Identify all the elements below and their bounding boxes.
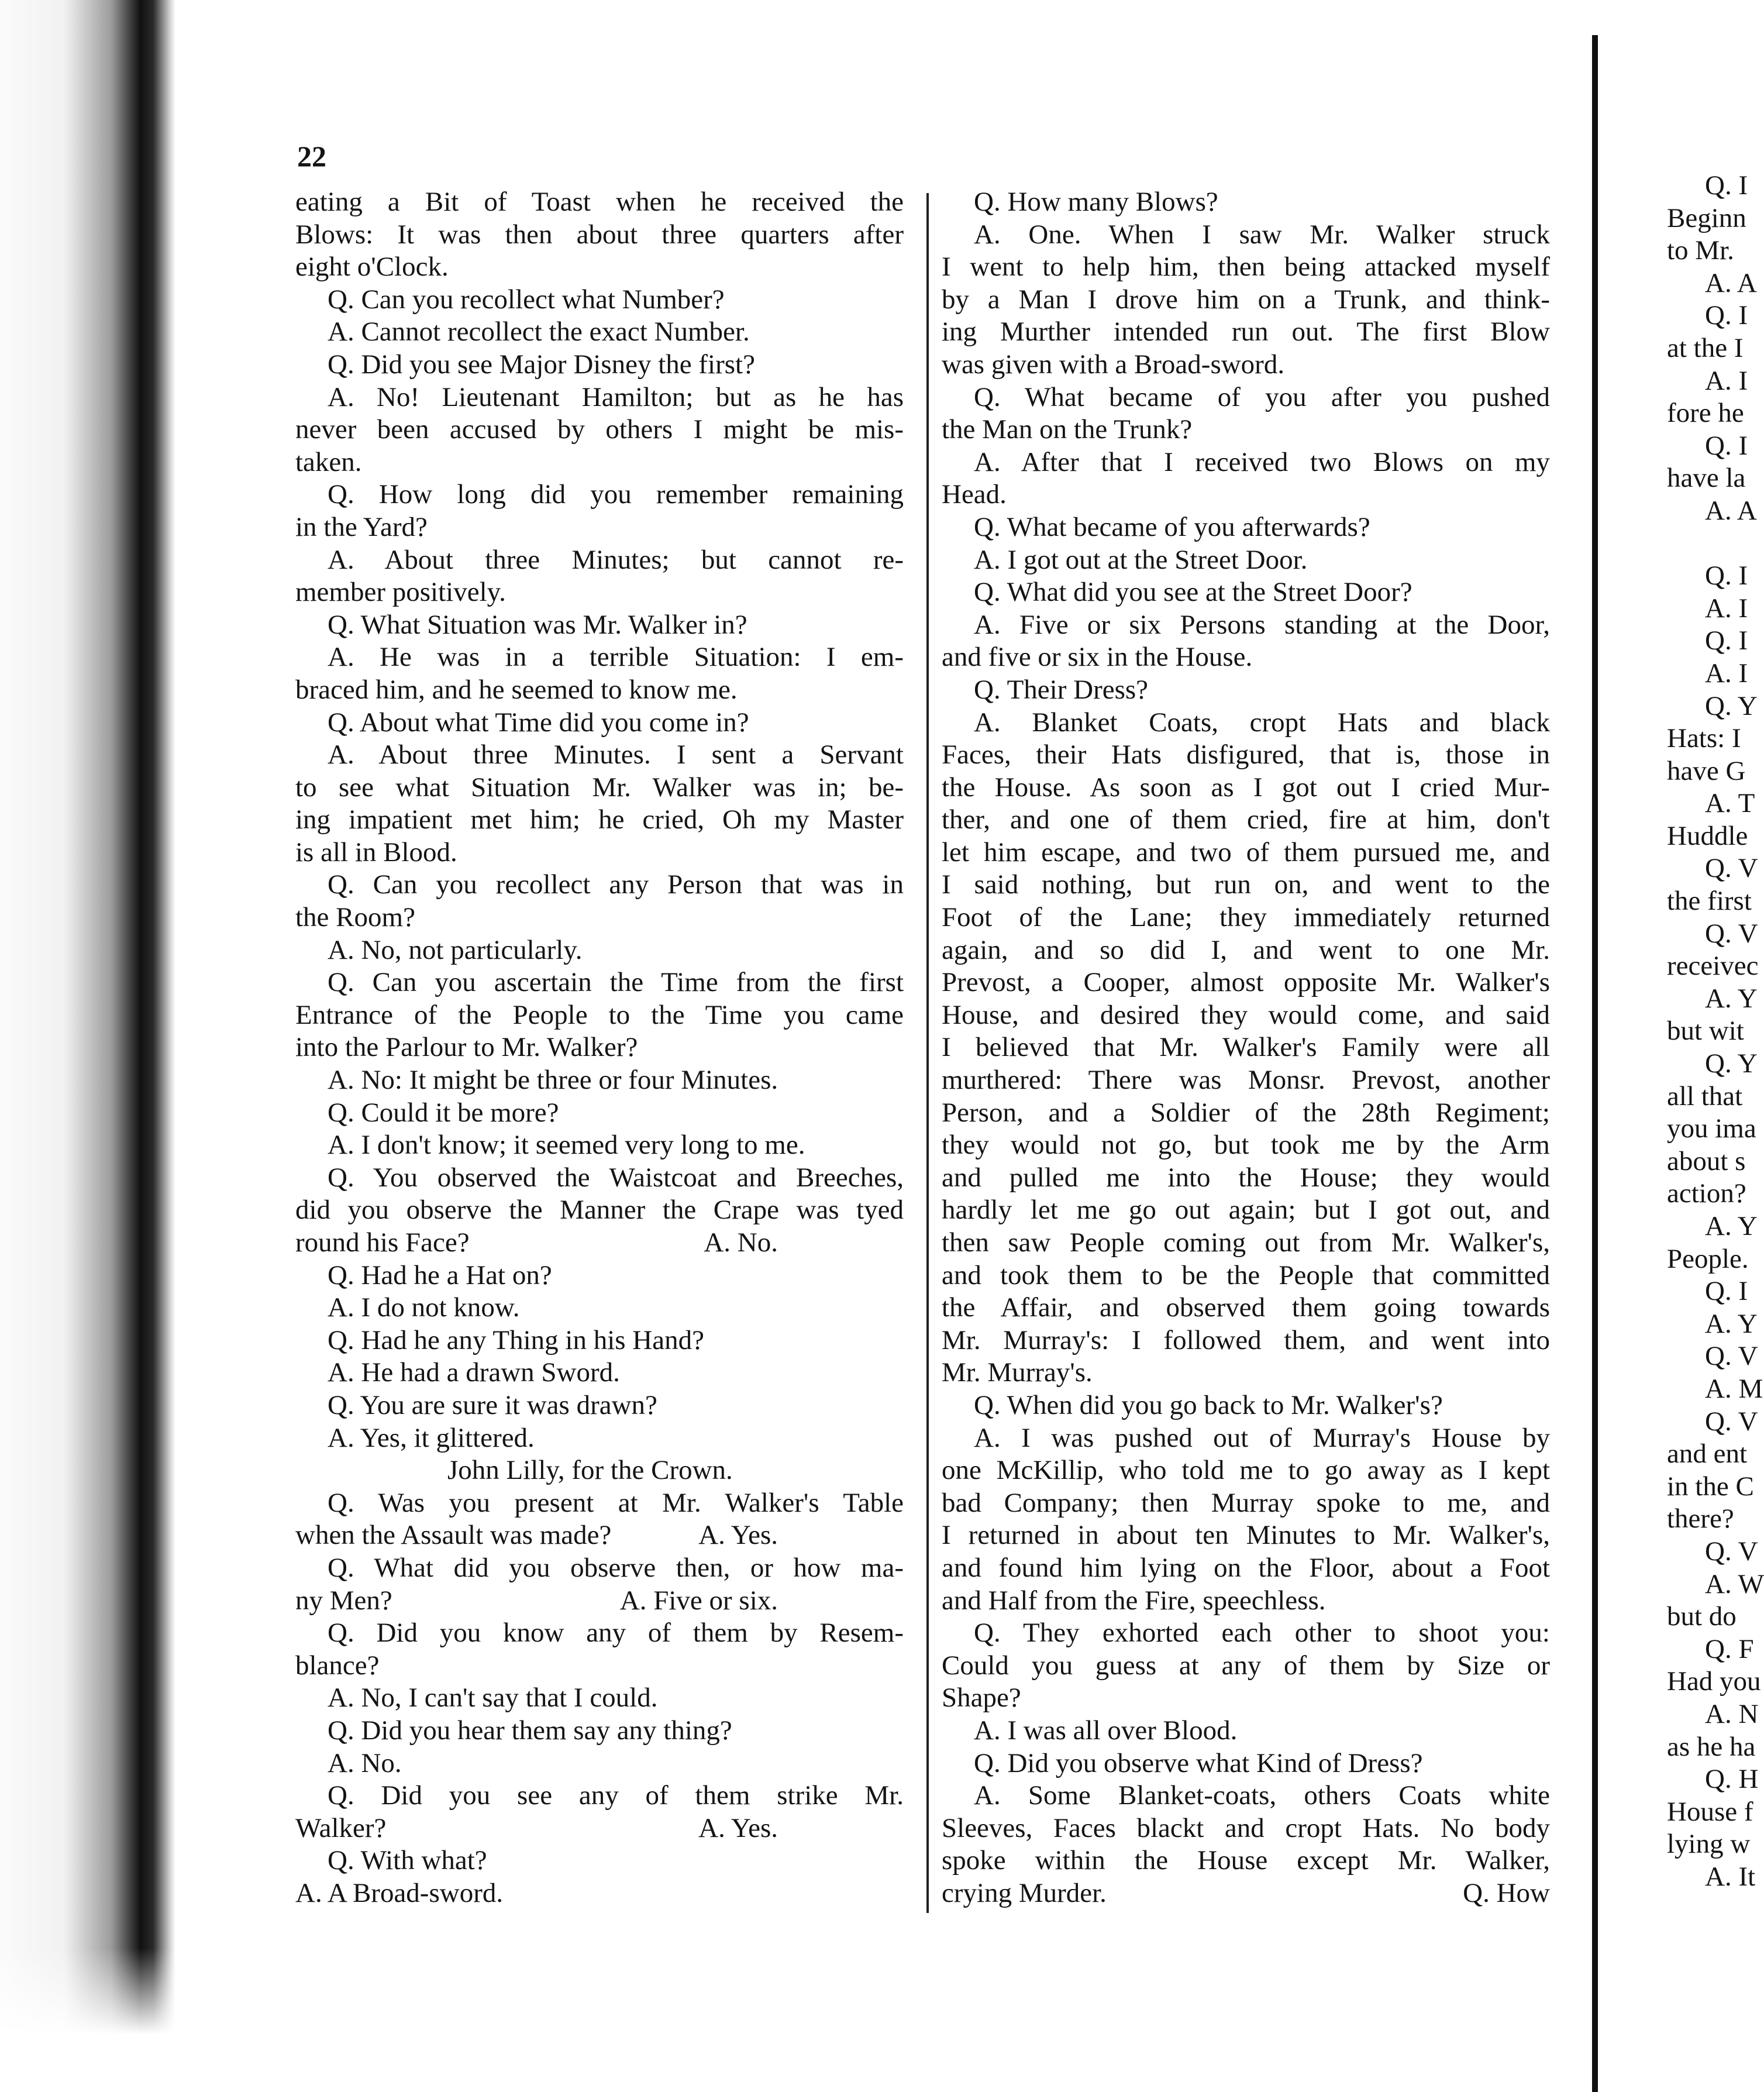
text-line: I went to help him, then being attacked myself xyxy=(942,252,1550,283)
text-line: A. I xyxy=(1705,365,1748,396)
text-line: A. Blanket Coats, cropt Hats and black xyxy=(974,707,1550,738)
text-line: A. W xyxy=(1705,1568,1764,1599)
text-line: Q. H xyxy=(1705,1764,1759,1795)
text-line: A. I xyxy=(1705,593,1748,624)
text-line: Q. V xyxy=(1705,1536,1758,1567)
text-line: ing impatient met him; he cried, Oh my Master xyxy=(295,804,904,835)
text-line: spoke within the House except Mr. Walker, xyxy=(942,1845,1550,1876)
text-line: the first xyxy=(1667,886,1752,917)
text-line: in the C xyxy=(1667,1471,1754,1502)
text-line: A. About three Minutes. I sent a Servant xyxy=(328,739,904,770)
text-line: Hats: I xyxy=(1667,723,1741,754)
text-line: Q. V xyxy=(1705,1341,1758,1372)
text-line: lying w xyxy=(1667,1829,1751,1860)
text-line: Foot of the Lane; they immediately returned xyxy=(942,902,1550,933)
text-line: A. I xyxy=(1705,658,1748,689)
text-line: A. M xyxy=(1705,1373,1763,1404)
text-line: Q. V xyxy=(1705,918,1758,949)
text-line: A. A Broad-sword. xyxy=(295,1877,504,1908)
line-answer: Q. How xyxy=(1463,1877,1550,1908)
text-line: Q. I xyxy=(1705,1276,1748,1307)
right-text-column xyxy=(942,186,1550,1909)
page-gutter-edge xyxy=(1592,35,1598,2092)
text-line: eating a Bit of Toast when he received the xyxy=(295,187,904,217)
text-line: receivec xyxy=(1667,951,1759,982)
text-line: A. I got out at the Street Door. xyxy=(974,544,1308,575)
text-line: Q. Can you recollect any Person that was in xyxy=(328,869,904,900)
text-line: Q. Did you observe what Kind of Dress? xyxy=(974,1747,1423,1778)
text-line: Shape? xyxy=(942,1682,1021,1713)
text-line: Q. Did you see Major Disney the first? xyxy=(328,349,755,380)
text-line: A. No. xyxy=(328,1747,402,1778)
line-answer: A. Yes. xyxy=(698,1812,778,1843)
text-line: Q. Their Dress? xyxy=(974,674,1149,705)
text-line: A. Five or six Persons standing at the Door, xyxy=(974,609,1550,640)
text-line: the Affair, and observed them going towards xyxy=(942,1292,1550,1323)
text-line: you ima xyxy=(1667,1113,1756,1144)
text-line: Q. They exhorted each other to shoot you: xyxy=(974,1618,1550,1649)
text-line: and found him lying on the Floor, about a Foot xyxy=(942,1552,1550,1583)
text-line: Q. Had he a Hat on? xyxy=(328,1260,552,1291)
text-line xyxy=(295,1812,904,1845)
text-line: A. It xyxy=(1705,1861,1756,1892)
text-line: Q. Did you hear them say any thing? xyxy=(328,1715,732,1746)
text-line: but wit xyxy=(1667,1016,1744,1047)
text-line: Sleeves, Faces blackt and cropt Hats. No body xyxy=(942,1812,1550,1843)
text-line: Q. With what? xyxy=(328,1845,487,1876)
text-line: all that xyxy=(1667,1081,1743,1112)
text-line: I returned in about ten Minutes to Mr. Walker's, xyxy=(942,1520,1550,1551)
line-text: round his Face? xyxy=(295,1227,470,1258)
column-rule xyxy=(926,193,929,1913)
text-line: Q. How many Blows? xyxy=(974,187,1218,217)
text-line: to see what Situation Mr. Walker was in; be- xyxy=(295,772,904,803)
text-line: never been accused by others I might be mis- xyxy=(295,414,904,445)
text-line: A. Some Blanket-coats, others Coats white xyxy=(974,1780,1550,1811)
text-line: they would not go, but took me by the Arm xyxy=(942,1130,1550,1161)
text-line: A. Y xyxy=(1705,983,1758,1014)
text-line: have G xyxy=(1667,755,1746,786)
text-line: braced him, and he seemed to know me. xyxy=(295,674,738,705)
text-line: Q. You observed the Waistcoat and Breeches, xyxy=(328,1162,904,1193)
text-line: A. Y xyxy=(1705,1308,1758,1339)
line-text: Walker? xyxy=(295,1812,387,1843)
page-number: 22 xyxy=(297,140,326,173)
text-line: to Mr. xyxy=(1667,235,1734,266)
text-line: A. N xyxy=(1705,1698,1759,1729)
text-line: and pulled me into the House; they would xyxy=(942,1162,1550,1193)
text-line: A. No! Lieutenant Hamilton; but as he has xyxy=(328,381,904,412)
text-line: A. About three Minutes; but cannot re- xyxy=(328,544,904,575)
text-line: by a Man I drove him on a Trunk, and think- xyxy=(942,284,1550,315)
line-text: when the Assault was made? xyxy=(295,1520,612,1551)
text-line: Q. Y xyxy=(1705,1048,1758,1079)
text-line: A. A xyxy=(1705,495,1757,526)
text-line: ing Murther intended run out. The first Blow xyxy=(942,316,1550,347)
text-line: Q. You are sure it was drawn? xyxy=(328,1389,657,1420)
text-line: Q. Was you present at Mr. Walker's Table xyxy=(328,1487,904,1518)
book-spine-shadow xyxy=(0,0,175,2092)
text-line: but do xyxy=(1667,1601,1737,1632)
text-line: Q. Could it be more? xyxy=(328,1097,559,1128)
text-line: again, and so did I, and went to one Mr. xyxy=(942,934,1550,965)
spine-foot-fade xyxy=(0,1948,175,2092)
text-line: A. Yes, it glittered. xyxy=(328,1422,535,1453)
text-line: blance? xyxy=(295,1650,380,1681)
text-line: Q. About what Time did you come in? xyxy=(328,707,749,738)
text-line: one McKillip, who told me to go away as I kept xyxy=(942,1455,1550,1486)
text-line: A. I don't know; it seemed very long to me. xyxy=(328,1130,805,1161)
text-line: Q. F xyxy=(1705,1633,1754,1664)
text-line: and Half from the Fire, speechless. xyxy=(942,1585,1326,1616)
text-line: John Lilly, for the Crown. xyxy=(447,1455,733,1486)
text-line xyxy=(942,1877,1550,1910)
text-line: Q. I xyxy=(1705,625,1748,656)
text-line: at the I xyxy=(1667,332,1744,363)
line-answer: A. Five or six. xyxy=(619,1585,778,1616)
text-line: the Room? xyxy=(295,902,415,933)
line-answer: A. No. xyxy=(704,1227,778,1258)
line-answer: A. Yes. xyxy=(698,1520,778,1551)
text-line: and five or six in the House. xyxy=(942,642,1253,673)
text-line: into the Parlour to Mr. Walker? xyxy=(295,1032,638,1063)
text-line: Could you guess at any of them by Size or xyxy=(942,1650,1550,1681)
text-line: Q. What became of you after you pushed xyxy=(974,381,1550,412)
text-line: Q. What did you observe then, or how ma- xyxy=(328,1552,904,1583)
text-line: about s xyxy=(1667,1145,1746,1176)
text-line: Q. I xyxy=(1705,170,1748,201)
text-line: Q. What became of you afterwards? xyxy=(974,511,1370,542)
text-line: Q. V xyxy=(1705,853,1758,884)
text-line: hardly let me go out again; but I got out, and xyxy=(942,1195,1550,1226)
text-line: eight o'Clock. xyxy=(295,252,449,283)
text-line xyxy=(295,1227,904,1260)
text-line: member positively. xyxy=(295,577,506,608)
text-line: action? xyxy=(1667,1178,1746,1209)
text-line: did you observe the Manner the Crape was tyed xyxy=(295,1195,904,1226)
text-line: bad Company; then Murray spoke to me, and xyxy=(942,1487,1550,1518)
text-line: Q. Can you recollect what Number? xyxy=(328,284,725,315)
text-line: Mr. Murray's. xyxy=(942,1357,1093,1388)
text-line: A. Y xyxy=(1705,1211,1758,1241)
text-line: fore he xyxy=(1667,398,1744,429)
line-text: ny Men? xyxy=(295,1585,392,1616)
text-line: A. No: It might be three or four Minutes. xyxy=(328,1065,778,1096)
text-line: murthered: There was Monsr. Prevost, another xyxy=(942,1065,1550,1096)
text-line: Q. Did you know any of them by Resem- xyxy=(328,1618,904,1649)
text-line: Head. xyxy=(942,479,1007,510)
text-line: A. I was pushed out of Murray's House by xyxy=(974,1422,1550,1453)
text-line: Person, and a Soldier of the 28th Regiment; xyxy=(942,1097,1550,1128)
text-line: Q. When did you go back to Mr. Walker's? xyxy=(974,1389,1443,1420)
text-line: is all in Blood. xyxy=(295,837,457,868)
text-line: Mr. Murray's: I followed them, and went into xyxy=(942,1324,1550,1355)
text-line: then saw People coming out from Mr. Walker's, xyxy=(942,1227,1550,1258)
text-line: Q. V xyxy=(1705,1406,1758,1437)
text-line: in the Yard? xyxy=(295,511,428,542)
text-line: A. He had a drawn Sword. xyxy=(328,1357,620,1388)
text-line: A. I do not know. xyxy=(328,1292,520,1323)
text-line: let him escape, and two of them pursued me, and xyxy=(942,837,1550,868)
text-line: A. I was all over Blood. xyxy=(974,1715,1238,1746)
text-line: Q. Did you see any of them strike Mr. xyxy=(328,1780,904,1811)
text-line: there? xyxy=(1667,1503,1734,1534)
text-line: A. He was in a terrible Situation: I em- xyxy=(328,642,904,673)
text-line: A. Cannot recollect the exact Number. xyxy=(328,316,750,347)
text-line: Had you xyxy=(1667,1666,1761,1697)
text-line: Q. Can you ascertain the Time from the first xyxy=(328,967,904,998)
text-line: A. One. When I saw Mr. Walker struck xyxy=(974,219,1550,250)
left-text-column xyxy=(295,186,904,1909)
text-line: A. After that I received two Blows on my xyxy=(974,446,1550,477)
text-line: and ent xyxy=(1667,1439,1748,1470)
text-line xyxy=(1667,528,1764,560)
text-line: Huddle xyxy=(1667,820,1748,851)
text-line: A. No, I can't say that I could. xyxy=(328,1682,658,1713)
text-line: A. A xyxy=(1705,267,1757,298)
text-line: A. T xyxy=(1705,788,1755,819)
text-line: I believed that Mr. Walker's Family were all xyxy=(942,1032,1550,1063)
text-line: Q. Had he any Thing in his Hand? xyxy=(328,1324,704,1355)
text-line: Q. I xyxy=(1705,560,1748,591)
text-line: have la xyxy=(1667,463,1746,494)
text-line: the House. As soon as I got out I cried Mur- xyxy=(942,772,1550,803)
text-line: People. xyxy=(1667,1243,1749,1274)
text-line: the Man on the Trunk? xyxy=(942,414,1193,445)
text-line: Q. What did you see at the Street Door? xyxy=(974,577,1412,608)
text-line: Q. What Situation was Mr. Walker in? xyxy=(328,609,747,640)
text-line: Prevost, a Cooper, almost opposite Mr. Walker's xyxy=(942,967,1550,998)
text-line: A. No, not particularly. xyxy=(328,934,583,965)
text-line: and took them to be the People that committed xyxy=(942,1260,1550,1291)
text-line: Beginn xyxy=(1667,202,1746,233)
text-line: Blows: It was then about three quarters after xyxy=(295,219,904,250)
text-line: House f xyxy=(1667,1796,1753,1827)
text-line: House, and desired they would come, and said xyxy=(942,999,1550,1030)
line-text: crying Murder. xyxy=(942,1877,1107,1908)
text-line xyxy=(295,1585,904,1618)
text-line: Faces, their Hats disfigured, that is, those in xyxy=(942,739,1550,770)
text-line: Q. How long did you remember remaining xyxy=(328,479,904,510)
text-line: Q. I xyxy=(1705,430,1748,461)
next-page-fragment-column xyxy=(1667,170,1764,1893)
text-line xyxy=(295,1519,904,1552)
text-line: ther, and one of them cried, fire at him, don't xyxy=(942,804,1550,835)
text-line: taken. xyxy=(295,446,362,477)
text-line: Q. Y xyxy=(1705,690,1758,721)
text-line: was given with a Broad-sword. xyxy=(942,349,1285,380)
text-line: Q. I xyxy=(1705,300,1748,331)
text-line: Entrance of the People to the Time you came xyxy=(295,999,904,1030)
text-line: I said nothing, but run on, and went to the xyxy=(942,869,1550,900)
text-line: as he ha xyxy=(1667,1731,1756,1762)
